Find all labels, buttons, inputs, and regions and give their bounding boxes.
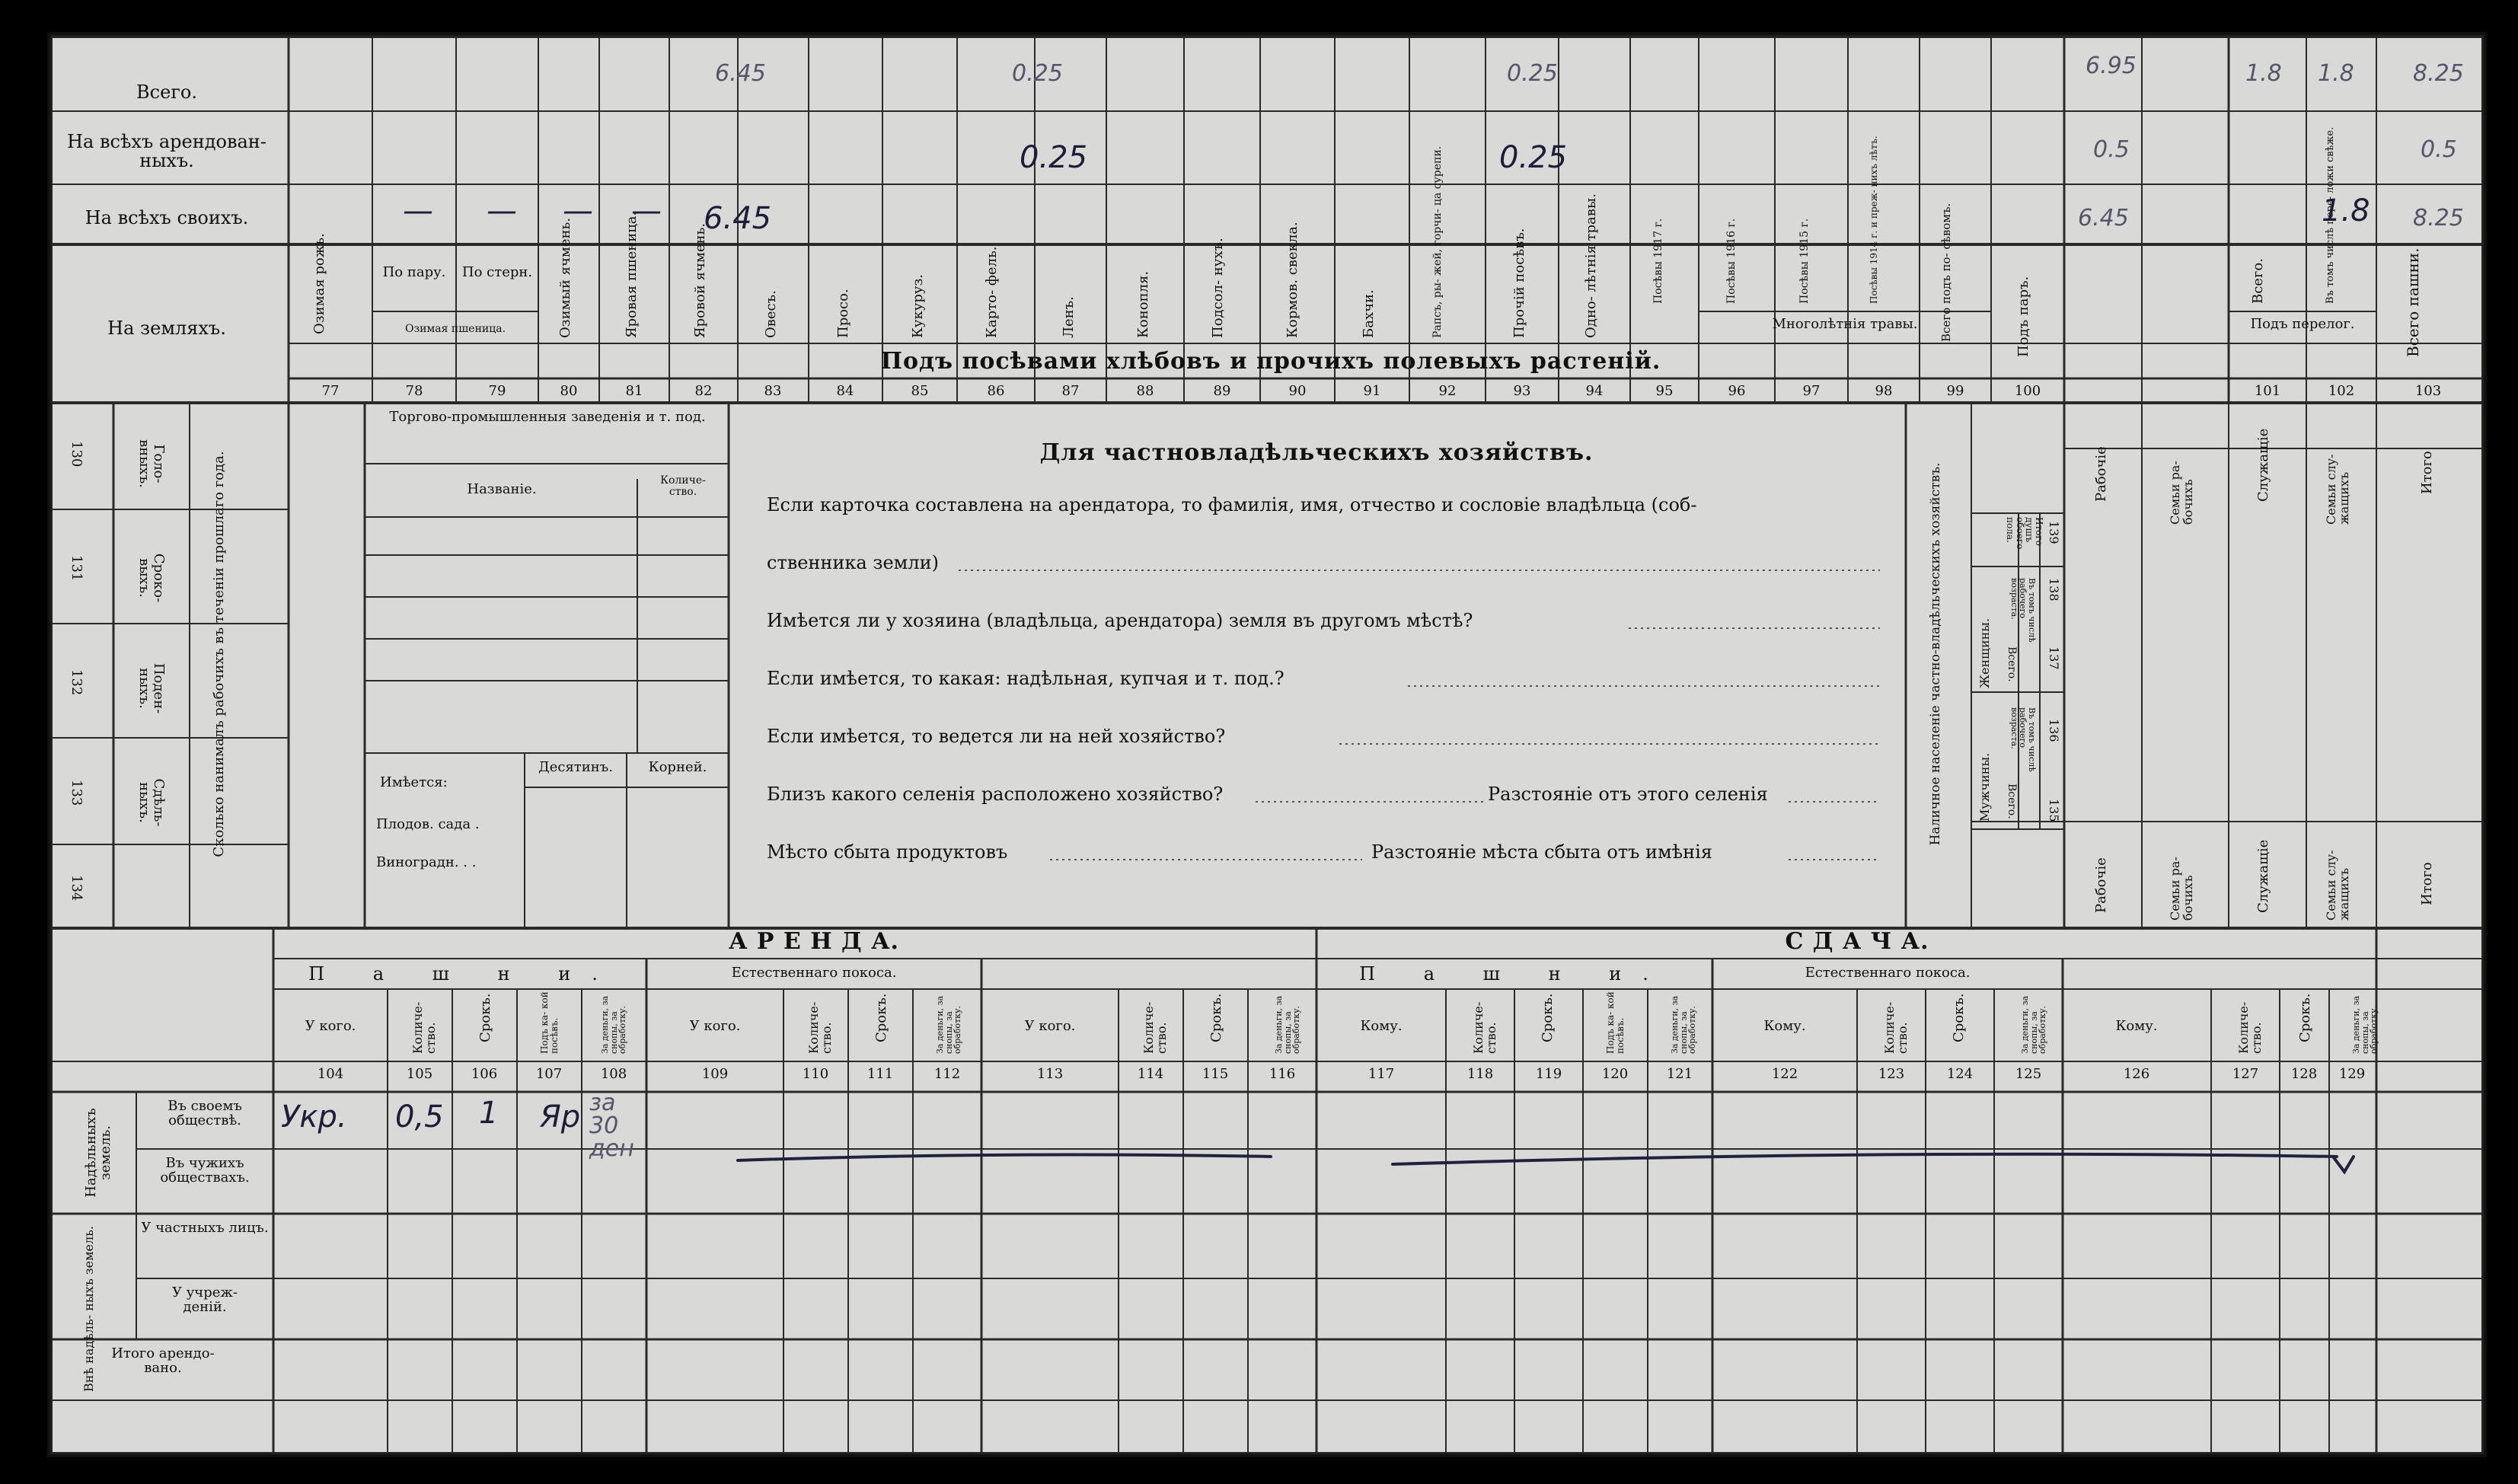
col-num-89: 89 — [1213, 383, 1231, 399]
sdacha-pokosa: Естественнаго покоса. — [1805, 965, 1971, 981]
col-num-111: 111 — [866, 1066, 894, 1082]
population-itogo-top: Итого — [2419, 451, 2435, 494]
num-137: 137 — [2047, 646, 2061, 670]
hdr-s-kolichestvo-3: Количе- ство. — [2236, 1001, 2264, 1054]
crop-header-perelozhi: Въ томъ числѣ пере- ложи свѣже. — [2325, 126, 2336, 304]
crop-header-yarovoi-yachmen: Яровой ячмень. — [692, 222, 708, 338]
crop-header-vsego: Всего. — [2250, 258, 2266, 304]
crop-header-po-stern: По стерн. — [461, 264, 533, 280]
num-135: 135 — [2047, 799, 2061, 822]
col-num-78: 78 — [405, 383, 423, 399]
trade-korney: Корней. — [648, 759, 707, 775]
trade-vinogradn: Виноградн. . . — [376, 854, 477, 870]
private-line-9: Разстоянiе мѣста сбыта отъ имѣнiя — [1371, 841, 1712, 863]
col-num-108: 108 — [600, 1066, 627, 1082]
sdacha-banner: С Д А Ч А. — [1785, 928, 1929, 955]
col-num-84: 84 — [836, 383, 854, 399]
labour-sdelnykh: Сдѣль- ныхъ. — [136, 778, 167, 827]
census-card — [50, 35, 2484, 1454]
hdr-s-pod-kakoi-1: Подъ ка- кой посѣвъ. — [1605, 991, 1626, 1054]
population-side-title: Наличное населенiе частно-владѣльческихъ хозяйствъ. — [1928, 462, 1943, 846]
population-muzhchiny: Мужчины. — [1977, 752, 1992, 822]
hw-svoikh-yarovoi: 6.45 — [704, 201, 772, 236]
private-line-8: Мѣсто сбыта продуктовъ — [767, 841, 1008, 863]
col-num-106: 106 — [471, 1066, 498, 1082]
crop-header-bakhchi: Бахчи. — [1361, 289, 1377, 338]
num-136: 136 — [2047, 719, 2061, 742]
col-num-92: 92 — [1438, 383, 1457, 399]
hdr-s-kolichestvo-1: Количе- ство. — [1471, 1001, 1498, 1054]
hw-vsego-prochiy: 0.25 — [1507, 60, 1558, 87]
col-num-119: 119 — [1535, 1066, 1562, 1082]
hdr-srok-1: Срокъ. — [477, 993, 493, 1042]
labour-podennykh: Поден- ныхъ. — [136, 662, 167, 714]
crop-header-raps: Рапсъ, ры- жей, горчи- ца сурепи. — [1431, 145, 1444, 338]
num-138: 138 — [2047, 578, 2061, 602]
col-num-95: 95 — [1655, 383, 1674, 399]
num-133: 133 — [69, 780, 85, 806]
hw-svoikh-perelog: 1.8 — [2322, 193, 2370, 228]
col-num-100: 100 — [2014, 383, 2041, 399]
row-group-vne-nadelnykh: Внѣ надѣль- ныхъ земель. — [81, 1226, 96, 1392]
col-num-96: 96 — [1728, 383, 1746, 399]
row-label-arendovannykh: На всѣхъ арендован- ныхъ. — [67, 131, 266, 172]
trade-plodov-sada: Плодов. сада . — [376, 816, 480, 832]
row-group-nadelnykh: Надѣльныхъ земель. — [83, 1108, 113, 1198]
hw-svoikh-4: — — [631, 193, 662, 228]
col-num-125: 125 — [2015, 1066, 2042, 1082]
hw-vsego-pashni: 8.25 — [2413, 60, 2464, 87]
population-semi-rabochikh-bottom: Семьи ра- бочихъ — [2168, 857, 2195, 921]
crop-header-po-paru: По пару. — [382, 264, 446, 280]
num-130: 130 — [69, 441, 85, 468]
trade-desyatin: Десятинъ. — [538, 759, 613, 775]
col-num-101: 101 — [2254, 383, 2281, 399]
row-v-svoem: Въ своемъ обществѣ. — [168, 1098, 242, 1128]
crop-header-kukuruza: Кукуруз. — [910, 273, 926, 338]
form-grid-lines — [53, 37, 2481, 1452]
population-semi-sluzhashchikh-top: Семьи слу- жащихъ — [2324, 454, 2351, 525]
hdr-s-za-dengi-2: За деньги, за снопы, за обработку. — [2020, 995, 2048, 1054]
col-num-80: 80 — [560, 383, 578, 399]
crop-header-konoplya: Конопля. — [1135, 270, 1151, 338]
mnogoletnie-travy-label: Многолѣтнiя травы. — [1772, 316, 1918, 332]
hw-svoikh-par: 6.45 — [2078, 205, 2129, 231]
col-num-94: 94 — [1585, 383, 1604, 399]
hdr-s-srok-2: Срокъ. — [1951, 993, 1967, 1042]
hdr-s-srok-1: Срокъ. — [1540, 993, 1556, 1042]
hw-posev: Яр — [540, 1099, 581, 1135]
hw-svoikh-pashni: 8.25 — [2413, 205, 2464, 231]
population-semi-rabochikh-top: Семьи ра- бочихъ — [2168, 461, 2195, 525]
arenda-pokosa: Естественнаго покоса. — [731, 965, 897, 981]
pod-perelog-label: Подъ перелог. — [2250, 316, 2355, 332]
population-rabochie-bottom: Рабочiе — [2093, 857, 2109, 913]
private-line-6: Близъ какого селенiя расположено хозяйство? — [767, 783, 1224, 805]
row-v-chuzhikh: Въ чужихъ обществахъ. — [160, 1155, 250, 1186]
crop-header-len: Ленъ. — [1061, 296, 1077, 338]
hdr-za-dengi-3: За деньги, за снопы, за обработку. — [1274, 995, 1302, 1054]
sdacha-pashni: П а ш н и. — [1359, 963, 1670, 985]
trade-name-col: Названiе. — [467, 481, 537, 497]
hdr-s-srok-3: Срокъ. — [2297, 993, 2313, 1042]
hw-arend-pashni: 0.5 — [2421, 136, 2457, 163]
hw-arend-kartofel: 0.25 — [1020, 140, 1088, 175]
private-line-3: Имѣется ли у хозяина (владѣльца, арендатора) земля въ другомъ мѣстѣ? — [767, 610, 1473, 631]
hdr-s-za-dengi-3: За деньги, за снопы, за обработку. — [2351, 995, 2379, 1054]
col-num-114: 114 — [1137, 1066, 1164, 1082]
hw-za-dengi: за 30 ден — [589, 1090, 634, 1162]
trade-qty-col: Количе- ство. — [660, 474, 706, 498]
hdr-komu-1: Кому. — [1360, 1018, 1403, 1034]
hw-vsego-perelog: 1.8 — [2245, 60, 2282, 87]
crop-header-kartofel: Карто- фель. — [984, 246, 1000, 338]
col-num-105: 105 — [406, 1066, 433, 1082]
col-num-124: 124 — [1946, 1066, 1974, 1082]
hdr-za-dengi-2: За деньги, за снопы, за обработку. — [935, 995, 963, 1054]
num-139: 139 — [2047, 521, 2061, 544]
col-num-113: 113 — [1036, 1066, 1064, 1082]
hw-u-kogo: Укр. — [281, 1099, 347, 1135]
trade-title: Торгово-промышленныя заведенiя и т. под. — [389, 409, 706, 425]
row-label-vsego: Всего. — [136, 81, 197, 103]
labour-golovnykh: Голо- вныхъ. — [136, 439, 167, 488]
col-num-110: 110 — [802, 1066, 829, 1082]
hw-vsego-kartofel: 0.25 — [1012, 60, 1063, 87]
col-num-97: 97 — [1802, 383, 1821, 399]
row-label-na-zemlyakh: На земляхъ. — [107, 318, 226, 339]
population-rabochego-m: Въ томъ числѣ рабочего возраста. — [2009, 707, 2037, 772]
hdr-za-dengi-1: За деньги, за снопы, за обработку. — [600, 995, 628, 1054]
population-rabochego-zh: Въ томъ числѣ рабочего возраста. — [2009, 578, 2037, 643]
population-zhenshchiny: Женщины. — [1977, 618, 1992, 688]
num-131: 131 — [69, 555, 85, 582]
col-num-109: 109 — [701, 1066, 729, 1082]
crop-header-prochiy: Прочiй посѣвъ. — [1511, 228, 1527, 338]
crop-header-posevy-1914: Посѣвы 1914 г. и преж- нихъ лѣтъ. — [1869, 136, 1879, 304]
crop-header-oves: Овесъ. — [763, 290, 779, 338]
hdr-pod-kakoi-1: Подъ ка- кой посѣвъ. — [539, 991, 560, 1054]
private-line-1: Если карточка составлена на арендатора, то фамилiя, имя, отчество и сословiе владѣльца (соб- — [767, 494, 1697, 515]
arenda-pashni: П а ш н и. — [308, 963, 619, 985]
hw-svoikh-1: — — [403, 193, 433, 228]
col-num-118: 118 — [1466, 1066, 1494, 1082]
crop-header-vsego-posevom: Всего подъ по- сѣвомъ. — [1939, 203, 1953, 342]
hdr-kolichestvo-1: Количе- ство. — [410, 1001, 438, 1054]
hw-srok: 1 — [479, 1096, 499, 1131]
hw-arend-par: 0.5 — [2093, 136, 2130, 163]
hdr-u-kogo-2: У кого. — [689, 1018, 741, 1034]
row-label-svoikh: На всѣхъ своихъ. — [85, 207, 249, 228]
trade-imeetsya: Имѣется: — [380, 774, 448, 790]
population-vsego-m: Всего. — [2006, 783, 2018, 819]
col-num-128: 128 — [2290, 1066, 2318, 1082]
col-num-112: 112 — [933, 1066, 961, 1082]
private-title: Для частновладѣльческихъ хозяйствъ. — [1039, 439, 1594, 466]
hdr-s-kolichestvo-2: Количе- ство. — [1882, 1001, 1910, 1054]
labour-side-title: Сколько нанималъ рабочихъ въ теченiи прошлаго года. — [211, 451, 227, 857]
arenda-banner: А Р Е Н Д А. — [729, 928, 899, 955]
col-num-116: 116 — [1269, 1066, 1296, 1082]
col-num-79: 79 — [488, 383, 506, 399]
col-num-102: 102 — [2328, 383, 2355, 399]
hdr-u-kogo-3: У кого. — [1024, 1018, 1076, 1034]
population-semi-sluzhashchikh-bottom: Семьи слу- жащихъ — [2324, 850, 2351, 921]
crop-header-ozimaya-rozh: Озимая рожь. — [311, 233, 327, 334]
num-132: 132 — [69, 669, 85, 696]
hdr-kolichestvo-3: Количе- ство. — [1141, 1001, 1169, 1054]
col-num-87: 87 — [1061, 383, 1080, 399]
num-134: 134 — [69, 875, 85, 902]
col-num-107: 107 — [535, 1066, 563, 1082]
col-num-126: 126 — [2123, 1066, 2150, 1082]
hw-vsego-par: 6.95 — [2086, 53, 2137, 79]
col-num-77: 77 — [321, 383, 340, 399]
col-num-86: 86 — [987, 383, 1005, 399]
ozimaya-pshenica-label: Озимая пшеница. — [404, 323, 506, 335]
crop-header-posevy-1915: Посѣвы 1915 г. — [1798, 218, 1811, 304]
crop-header-vsego-pashni: Всего пашни. — [2404, 247, 2422, 357]
col-num-99: 99 — [1946, 383, 1964, 399]
col-num-88: 88 — [1136, 383, 1154, 399]
hdr-komu-2: Кому. — [1763, 1018, 1806, 1034]
population-sluzhashchie-bottom: Служащiе — [2255, 839, 2271, 913]
hdr-srok-2: Срокъ. — [873, 993, 889, 1042]
col-num-85: 85 — [911, 383, 929, 399]
col-num-127: 127 — [2232, 1066, 2259, 1082]
crop-header-podsolnukh: Подсол- нухъ. — [1210, 238, 1226, 338]
hdr-kolichestvo-2: Количе- ство. — [806, 1001, 834, 1054]
crop-header-proso: Просо. — [835, 289, 851, 338]
row-u-chastnykh: У частныхъ лицъ. — [141, 1220, 269, 1236]
row-itogo-arendovano: Итого арендо- вано. — [111, 1345, 215, 1376]
col-num-115: 115 — [1202, 1066, 1229, 1082]
col-num-129: 129 — [2338, 1066, 2366, 1082]
private-line-2: ственника земли) — [767, 552, 939, 573]
hdr-komu-3: Кому. — [2115, 1018, 2158, 1034]
private-line-7: Разстоянiе отъ этого селенiя — [1488, 783, 1768, 805]
population-itogo-dush: Итого душъ обоего пола. — [2005, 517, 2044, 550]
col-num-121: 121 — [1666, 1066, 1693, 1082]
population-rabochie-top: Рабочiе — [2093, 446, 2109, 502]
hdr-srok-3: Срокъ. — [1208, 993, 1224, 1042]
population-itogo-bottom: Итого — [2419, 862, 2435, 905]
col-num-81: 81 — [625, 383, 643, 399]
col-num-122: 122 — [1771, 1066, 1798, 1082]
pod-posevami-banner: Подъ посѣвами хлѣбовъ и прочихъ полевыхъ растенiй. — [880, 348, 1661, 375]
crop-header-yarovaya-pshenica: Яровая пшеница. — [624, 211, 640, 338]
col-num-98: 98 — [1875, 383, 1893, 399]
col-num-83: 83 — [764, 383, 782, 399]
hw-vsego-yarovoi: 6.45 — [715, 60, 766, 87]
col-num-82: 82 — [694, 383, 713, 399]
hw-arend-prochiy: 0.25 — [1499, 140, 1568, 175]
private-line-4: Если имѣется, то какая: надѣльная, купчая и т. под.? — [767, 668, 1285, 689]
col-num-91: 91 — [1363, 383, 1381, 399]
hw-vsego-perelog2: 1.8 — [2318, 60, 2354, 87]
col-num-90: 90 — [1288, 383, 1307, 399]
col-num-117: 117 — [1368, 1066, 1395, 1082]
hw-svoikh-3: — — [563, 193, 593, 228]
hdr-s-za-dengi-1: За деньги, за снопы, за обработку. — [1670, 995, 1698, 1054]
labour-srokovykh: Сроко- выхъ. — [136, 553, 167, 603]
row-u-uchrezhdeniy: У учреж- денiй. — [171, 1285, 238, 1315]
population-vsego-zh: Всего. — [2006, 646, 2018, 682]
crop-header-kormovaya-svekla: Кормов. свекла. — [1285, 222, 1300, 338]
col-num-93: 93 — [1513, 383, 1531, 399]
crop-header-pod-par: Подъ паръ. — [2015, 276, 2031, 357]
col-num-103: 103 — [2414, 383, 2442, 399]
hdr-u-kogo-1: У кого. — [305, 1018, 356, 1034]
col-num-123: 123 — [1878, 1066, 1905, 1082]
crop-header-posevy-1916: Посѣвы 1916 г. — [1725, 218, 1738, 304]
crop-header-posevy-1917: Посѣвы 1917 г. — [1652, 218, 1664, 304]
crop-header-odnoletnie-travy: Одно- лѣтнiя травы. — [1583, 193, 1599, 338]
private-line-5: Если имѣется, то ведется ли на ней хозяйство? — [767, 726, 1226, 747]
col-num-120: 120 — [1601, 1066, 1629, 1082]
col-num-104: 104 — [317, 1066, 344, 1082]
hw-svoikh-2: — — [487, 193, 517, 228]
population-sluzhashchie-top: Служащiе — [2255, 428, 2271, 502]
crop-header-ozimyi-yachmen: Озимый ячмень. — [557, 217, 573, 338]
hw-kolichestvo: 0,5 — [395, 1099, 444, 1135]
